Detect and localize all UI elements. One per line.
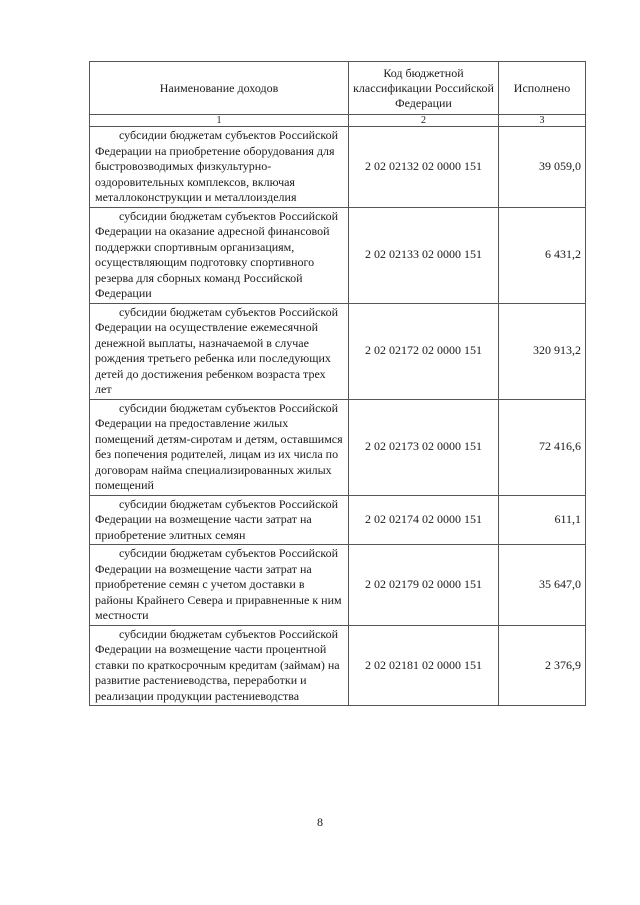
- revenue-name-cell: [90, 127, 349, 208]
- revenue-name-text: субсидии бюджетам субъектов Российской Федерации на возмещение части процентной ставки по краткосрочным кредитам (займам) на развитие растениеводства, переработки и реализации продукции растениеводства: [95, 626, 340, 703]
- budget-code-cell: 2 02 02174 02 0000 151: [349, 495, 499, 545]
- column-number-1: 1: [90, 115, 349, 127]
- executed-amount-cell: 39 059,0: [499, 127, 586, 208]
- executed-amount-cell: 2 376,9: [499, 625, 586, 706]
- table-row: [90, 545, 586, 626]
- table-row: [90, 303, 586, 399]
- column-number-2: 2: [349, 115, 499, 127]
- executed-amount-cell: 35 647,0: [499, 545, 586, 626]
- revenue-name-cell: [90, 495, 349, 545]
- revenue-name-text: субсидии бюджетам субъектов Российской Федерации на предоставление жилых помещений детям-сиротам и детям, оставшимся без попечения родителей, лицам из их числа по договорам найма специализированных жилых помещений: [95, 400, 343, 492]
- table-row: [90, 207, 586, 303]
- column-number-row: [90, 115, 586, 127]
- revenue-name-cell: [90, 207, 349, 303]
- revenue-name-text: субсидии бюджетам субъектов Российской Федерации на оказание адресной финансовой поддержки спортивным организациям, осуществляющим подготовку спортивного резерва для сборных команд Российской Федерации: [95, 208, 339, 300]
- page-number: 8: [317, 815, 323, 829]
- revenue-name-text: субсидии бюджетам субъектов Российской Федерации на возмещение части затрат на приобретение элитных семян: [95, 496, 339, 542]
- column-number-3: 3: [499, 115, 586, 127]
- revenue-name-text: субсидии бюджетам субъектов Российской Федерации на возмещение части затрат на приобретение семян с учетом доставки в районы Крайнего Севера и приравненные к ним местности: [95, 546, 342, 622]
- budget-code-cell: 2 02 02173 02 0000 151: [349, 399, 499, 495]
- revenue-name-cell: [90, 303, 349, 399]
- table-row: [90, 625, 586, 706]
- budget-code-cell: 2 02 02132 02 0000 151: [349, 127, 499, 208]
- table-header-row: [90, 62, 586, 115]
- executed-amount-cell: 320 913,2: [499, 303, 586, 399]
- header-revenue-name: Наименование доходов: [90, 62, 349, 115]
- header-executed: Исполнено: [499, 62, 586, 115]
- budget-code-cell: 2 02 02179 02 0000 151: [349, 545, 499, 626]
- header-budget-code: Код бюджетной классификации Российской Федерации: [349, 62, 499, 115]
- table-row: [90, 399, 586, 495]
- budget-code-cell: 2 02 02133 02 0000 151: [349, 207, 499, 303]
- revenue-name-cell: [90, 545, 349, 626]
- revenue-name-cell: [90, 625, 349, 706]
- table-row: [90, 495, 586, 545]
- executed-amount-cell: 6 431,2: [499, 207, 586, 303]
- budget-code-cell: 2 02 02172 02 0000 151: [349, 303, 499, 399]
- executed-amount-cell: 611,1: [499, 495, 586, 545]
- revenue-table: [89, 61, 586, 706]
- executed-amount-cell: 72 416,6: [499, 399, 586, 495]
- revenue-name-text: субсидии бюджетам субъектов Российской Федерации на приобретение оборудования для быстровозводимых физкультурно-оздоровительных комплексов, включая металлоконструкции и металлоизделия: [95, 128, 339, 204]
- revenue-name-text: субсидии бюджетам субъектов Российской Федерации на осуществление ежемесячной денежной выплаты, назначаемой в случае рождения третьего ребенка или последующих детей до достижения ребенком возраста трех лет: [95, 304, 339, 396]
- budget-code-cell: 2 02 02181 02 0000 151: [349, 625, 499, 706]
- revenue-name-cell: [90, 399, 349, 495]
- table-row: [90, 127, 586, 208]
